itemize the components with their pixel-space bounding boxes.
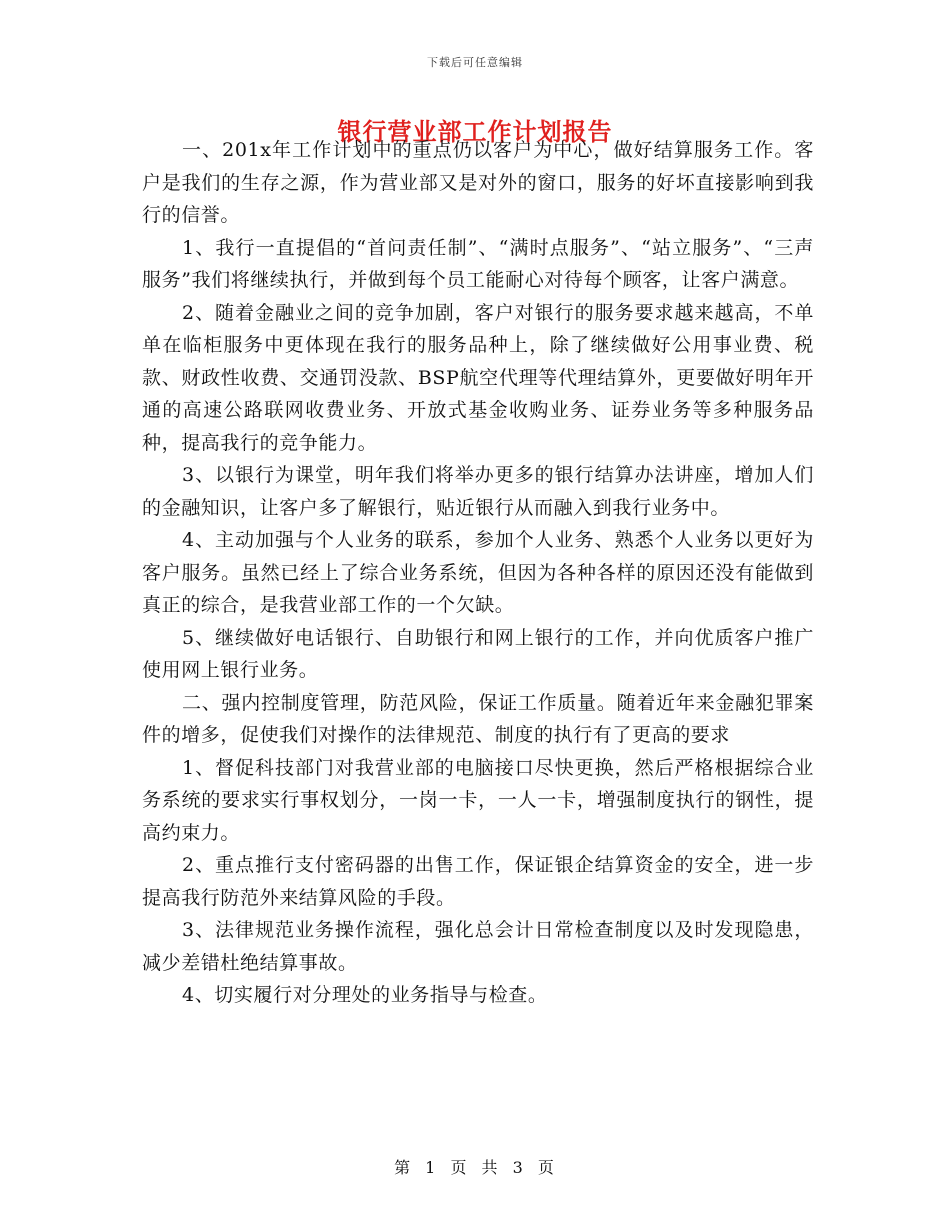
paragraph-4: 3、以银行为课堂，明年我们将举办更多的银行结算办法讲座，增加人们的金融知识，让客户多了解银行，贴近银行从而融入到我行业务中。 [142,464,814,519]
paragraph-10: 3、法律规范业务操作流程，强化总会计日常检查制度以及时发现隐患，减少差错杜绝结算事故。 [142,919,814,974]
paragraph-3: 2、随着金融业之间的竞争加剧，客户对银行的服务要求越来越高，不单单在临柜服务中更体现在我行的服务品种上，除了继续做好公用事业费、税款、财政性收费、交通罚没款、BSP航空代理等代理结算外，更要做好明年开通的高速公路联网收费业务、开放式基金收购业务、证券业务等多种服务品种，提高我行的竞争能力。 [142,301,814,454]
paragraph-9: 2、重点推行支付密码器的出售工作，保证银企结算资金的安全，进一步提高我行防范外来结算风险的手段。 [142,854,814,909]
paragraph-8: 1、督促科技部门对我营业部的电脑接口尽快更换，然后严格根据综合业务系统的要求实行事权划分，一岗一卡，一人一卡，增强制度执行的钢性，提高约束力。 [142,756,814,844]
paragraph-2: 1、我行一直提倡的“首问责任制”、“满时点服务”、“站立服务”、“三声服务”我们将继续执行，并做到每个员工能耐心对待每个顾客，让客户满意。 [142,236,814,291]
paragraph-6: 5、继续做好电话银行、自助银行和网上银行的工作，并向优质客户推广使用网上银行业务。 [142,626,814,681]
paragraph-11: 4、切实履行对分理处的业务指导与检查。 [182,984,548,1006]
header-note: 下载后可任意编辑 [427,56,523,69]
paragraph-7: 二、强内控制度管理，防范风险，保证工作质量。随着近年来金融犯罪案件的增多，促使我们对操作的法律规范、制度的执行有了更高的要求 [142,691,814,746]
document-title: 银行营业部工作计划报告 [337,117,613,146]
page-number-footer: 第 1 页 共 3 页 [394,1158,556,1177]
document-body [142,134,814,1012]
paragraph-5: 4、主动加强与个人业务的联系，参加个人业务、熟悉个人业务以更好为客户服务。虽然已经上了综合业务系统，但因为各种各样的原因还没有能做到真正的综合，是我营业部工作的一个欠缺。 [142,529,814,616]
paragraph-1: 一、201x年工作计划中的重点仍以客户为中心，做好结算服务工作。客户是我们的生存之源，作为营业部又是对外的窗口，服务的好坏直接影响到我行的信誉。 [142,139,814,226]
